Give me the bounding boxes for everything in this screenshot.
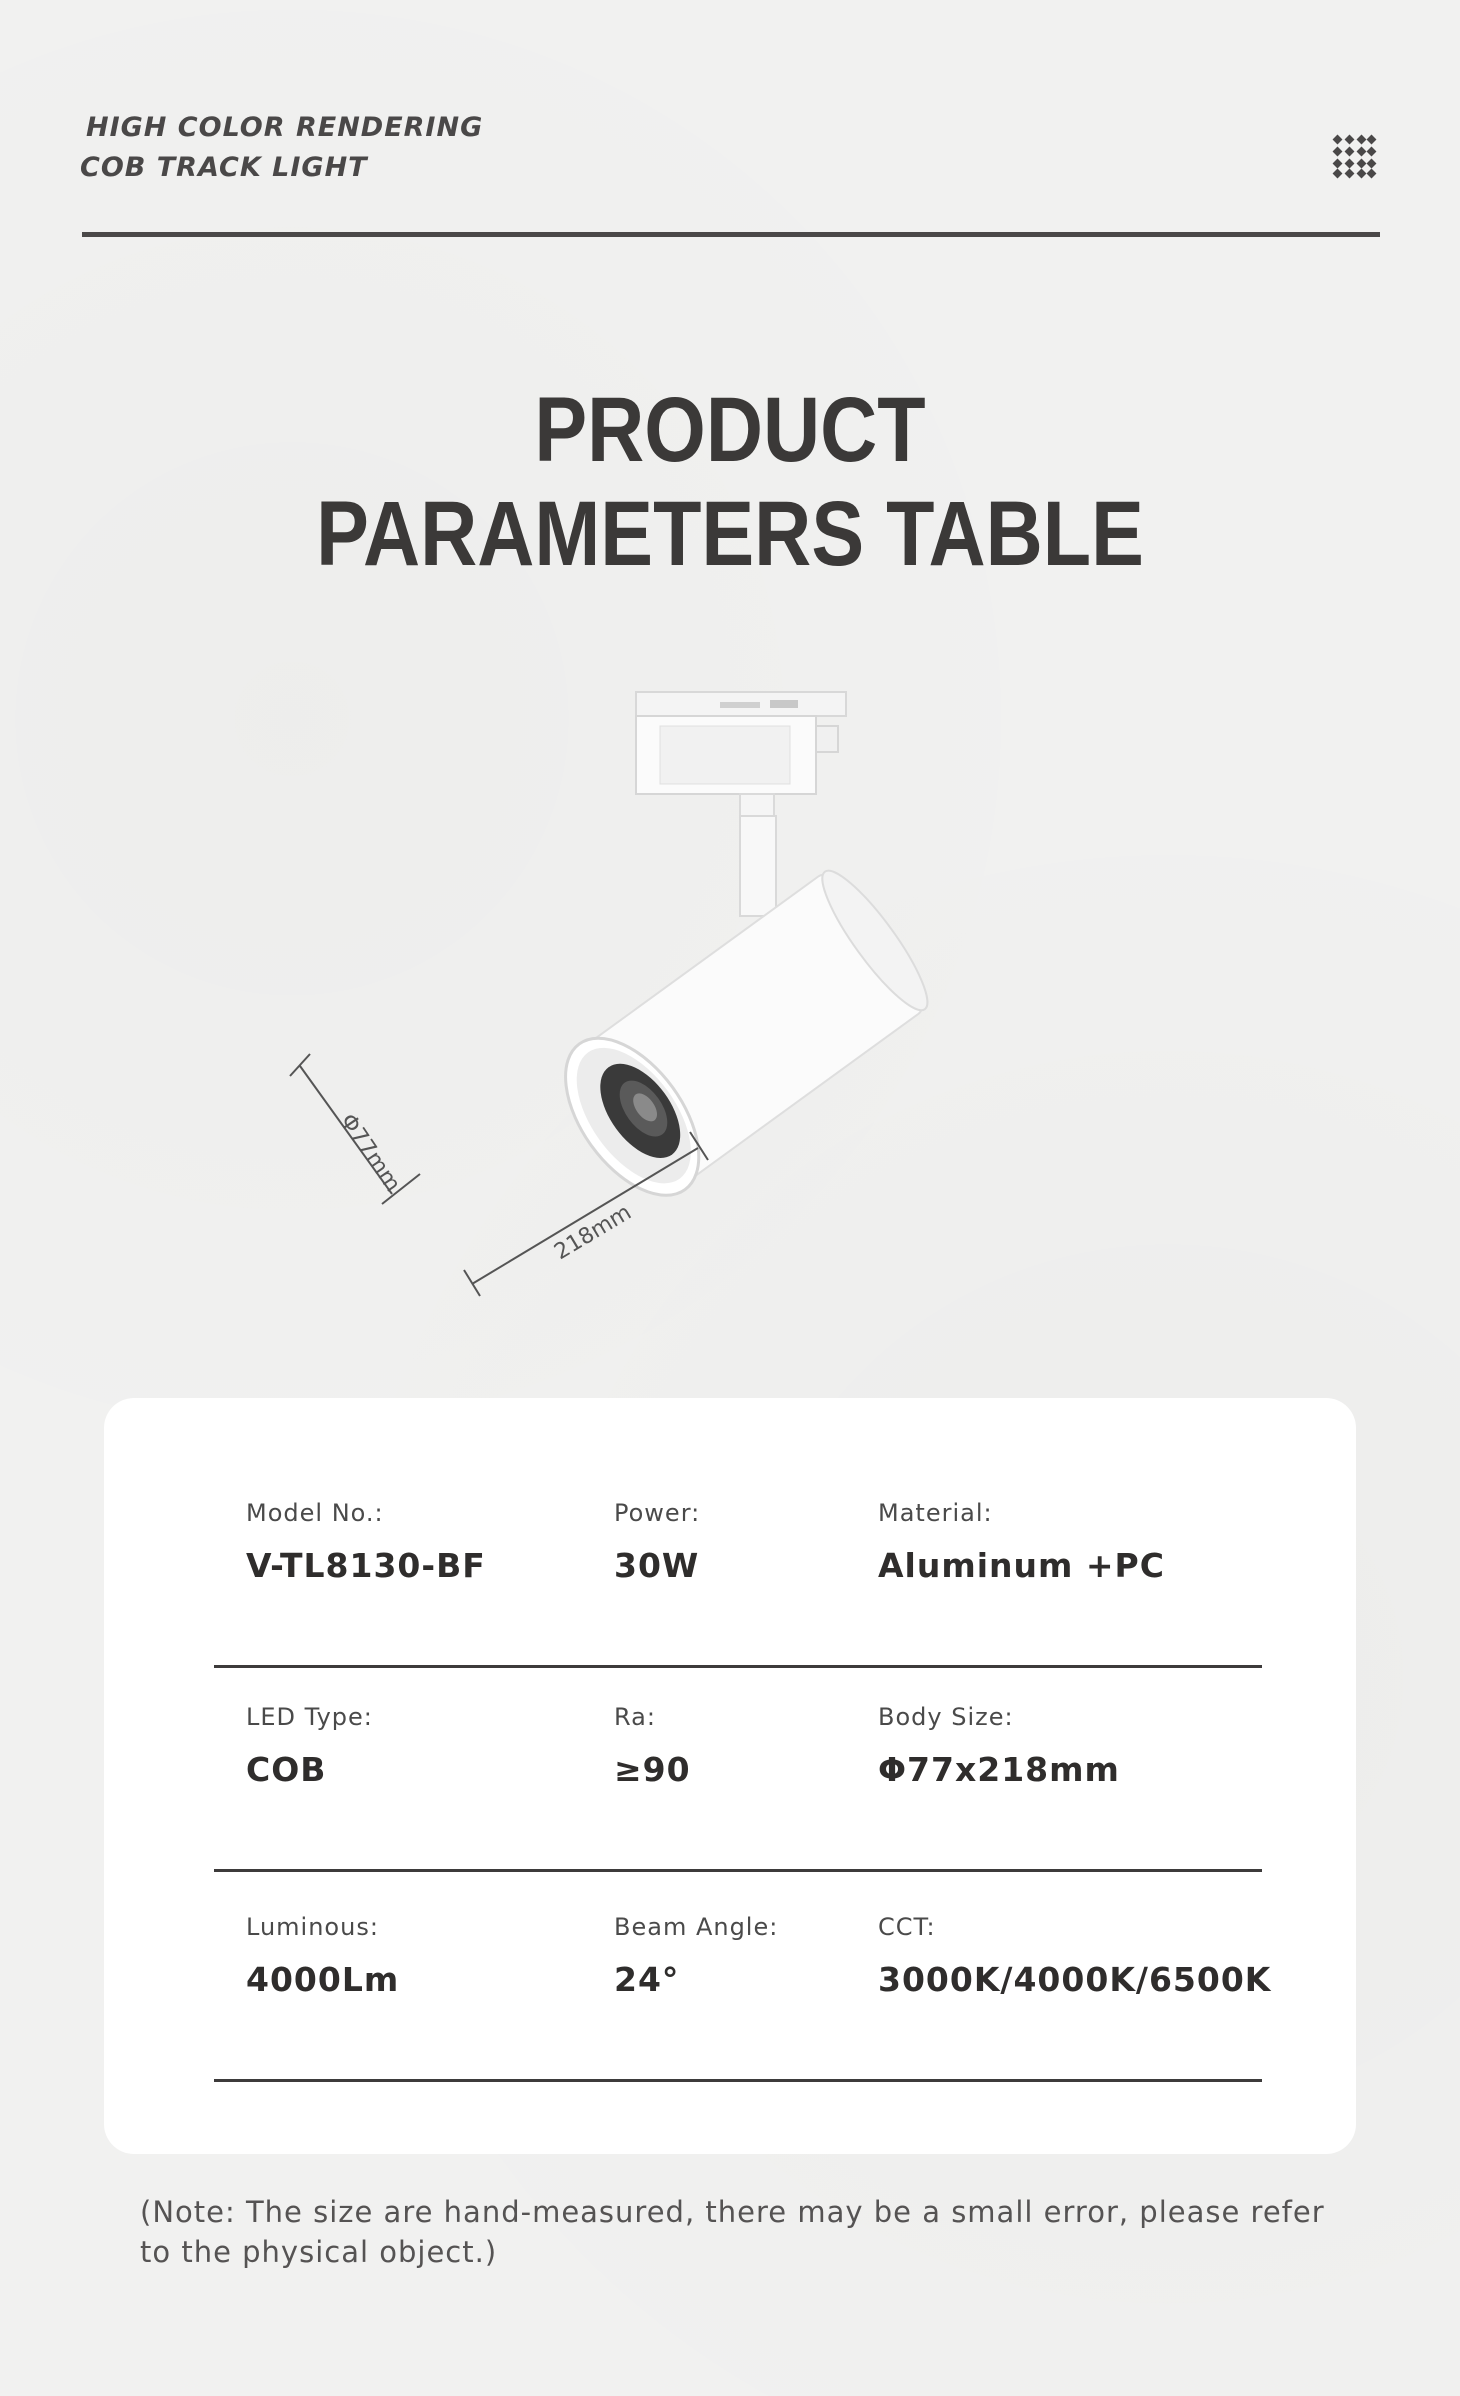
param-row-1	[214, 1498, 1262, 1668]
param-luminous	[246, 1912, 399, 2000]
param-row-3	[214, 1912, 1272, 2082]
length-label: 218mm	[550, 1200, 636, 1266]
header-divider	[82, 232, 1380, 237]
param-value: Φ77x218mm	[878, 1750, 1120, 1789]
param-value: 24°	[614, 1960, 680, 1999]
dots-grid-icon	[1332, 134, 1376, 178]
title-line-2: PARAMETERS TABLE	[316, 483, 1144, 585]
param-value: 30W	[614, 1546, 700, 1585]
param-value: Aluminum +PC	[878, 1546, 1165, 1585]
param-value: COB	[246, 1750, 327, 1789]
param-ra	[614, 1702, 691, 1790]
diameter-label: Φ77mm	[335, 1109, 406, 1197]
track-light-illustration	[335, 680, 1000, 1320]
row-divider	[214, 1665, 1262, 1668]
param-material	[878, 1498, 1165, 1586]
param-value: 4000Lm	[246, 1960, 400, 1999]
param-body-size	[878, 1702, 1120, 1790]
param-value: 3000K/4000K/6500K	[878, 1960, 1272, 1999]
title-line-1: PRODUCT	[534, 379, 926, 481]
measurement-note: (Note: The size are hand-measured, there may be a small error, please refer to the physical object.)	[140, 2195, 1325, 2269]
param-label: Material:	[878, 1499, 993, 1527]
param-cct	[878, 1912, 1271, 2000]
param-beam-angle	[614, 1912, 778, 2000]
param-label: Model No.:	[246, 1499, 384, 1527]
param-label: CCT:	[878, 1913, 936, 1941]
param-power	[614, 1498, 700, 1586]
row-divider	[214, 1869, 1262, 1872]
param-label: LED Type:	[246, 1703, 373, 1731]
page-title	[102, 378, 1358, 586]
header-eyebrow	[80, 108, 483, 188]
param-value: ≥90	[614, 1750, 691, 1789]
param-led-type	[246, 1702, 373, 1790]
param-value: V-TL8130-BF	[246, 1546, 486, 1585]
param-label: Beam Angle:	[614, 1913, 779, 1941]
parameters-card	[104, 1398, 1356, 2154]
eyebrow-line-1: HIGH COLOR RENDERING	[86, 112, 484, 143]
param-label: Ra:	[614, 1703, 656, 1731]
eyebrow-line-2: COB TRACK LIGHT	[80, 152, 368, 183]
param-model	[246, 1498, 486, 1586]
param-label: Luminous:	[246, 1913, 379, 1941]
param-label: Power:	[614, 1499, 701, 1527]
row-divider	[214, 2079, 1262, 2082]
param-label: Body Size:	[878, 1703, 1014, 1731]
param-row-2	[214, 1702, 1262, 1872]
